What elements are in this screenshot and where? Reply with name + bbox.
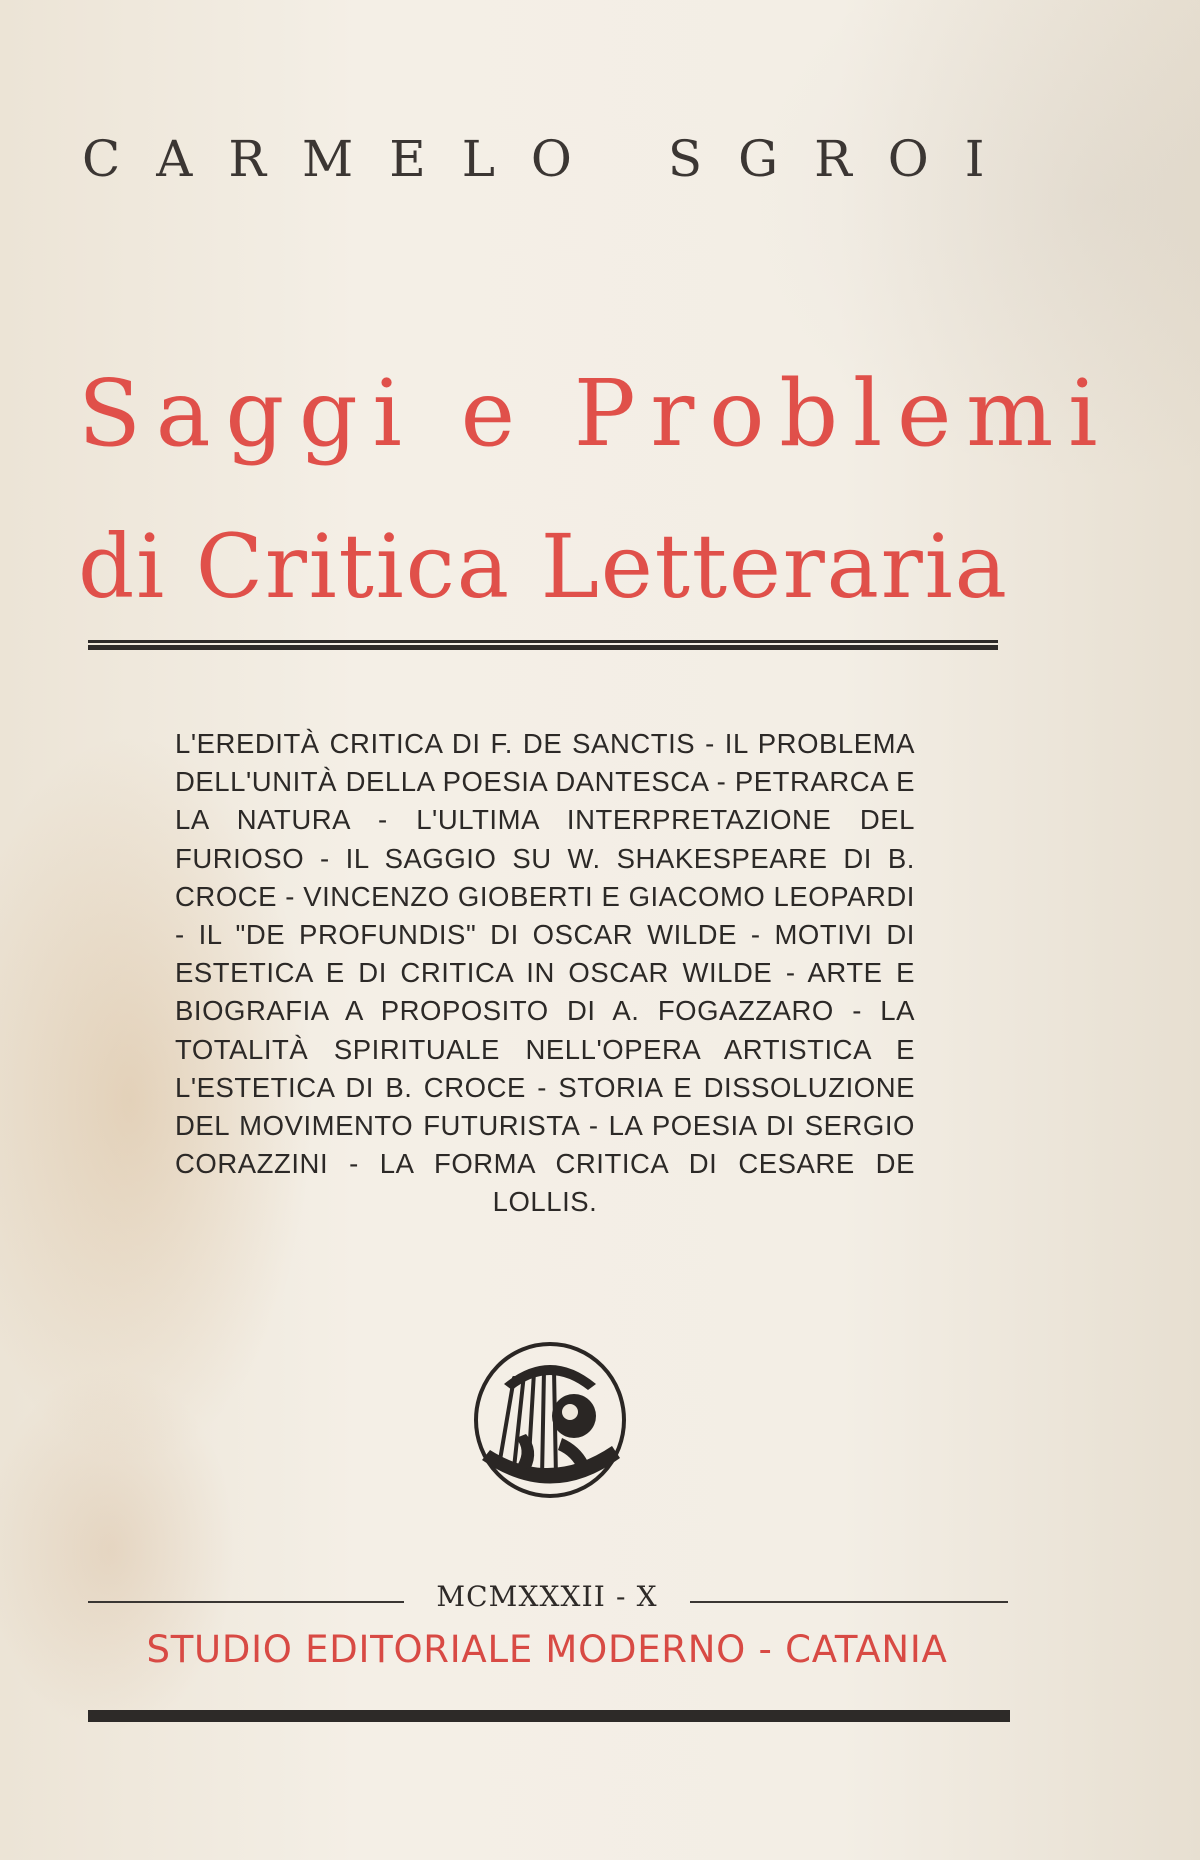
- date-right-rule: [690, 1601, 1008, 1603]
- book-title-line-2: di Critica Letteraria: [78, 515, 1009, 618]
- date-left-rule: [88, 1601, 404, 1603]
- table-of-contents: L'EREDITÀ CRITICA DI F. DE SANCTIS - IL PROBLEMA DELL'UNITÀ DELLA POESIA DANTESCA - PETRARCA E LA NATURA - L'ULTIMA INTERPRETAZIONE DEL FURIOSO - IL SAGGIO SU W. SHAKESPEARE DI B. CROCE - VINCENZO GIOBERTI E GIACOMO LEOPARDI - IL "DE PROFUNDIS" DI OSCAR WILDE - MOTIVI DI ESTETICA E DI CRITICA IN OSCAR WILDE - ARTE E BIOGRAFIA A PROPOSITO DI A. FOGAZZARO - LA TOTALITÀ SPIRITUALE NELL'OPERA ARTISTICA E L'ESTETICA DI B. CROCE - STORIA E DISSOLUZIONE DEL MOVIMENTO FUTURISTA - LA POESIA DI SERGIO CORAZZINI - LA FORMA CRITICA DI CESARE DE LOLLIS.: [175, 728, 915, 1218]
- top-double-rule: [88, 640, 998, 650]
- printer-mark-icon: [470, 1338, 630, 1500]
- book-title-line-1: Saggi e Problemi: [78, 360, 1113, 467]
- publication-date: MCMXXXII - X: [436, 1580, 658, 1613]
- author-first-name: CARMELO: [82, 130, 608, 188]
- publisher-imprint: STUDIO EDITORIALE MODERNO - CATANIA: [146, 1628, 948, 1671]
- bottom-rule: [88, 1710, 1010, 1722]
- author-last-name: SGROI: [667, 130, 1021, 188]
- date-line: [88, 1580, 1008, 1620]
- author-name: [82, 130, 1021, 188]
